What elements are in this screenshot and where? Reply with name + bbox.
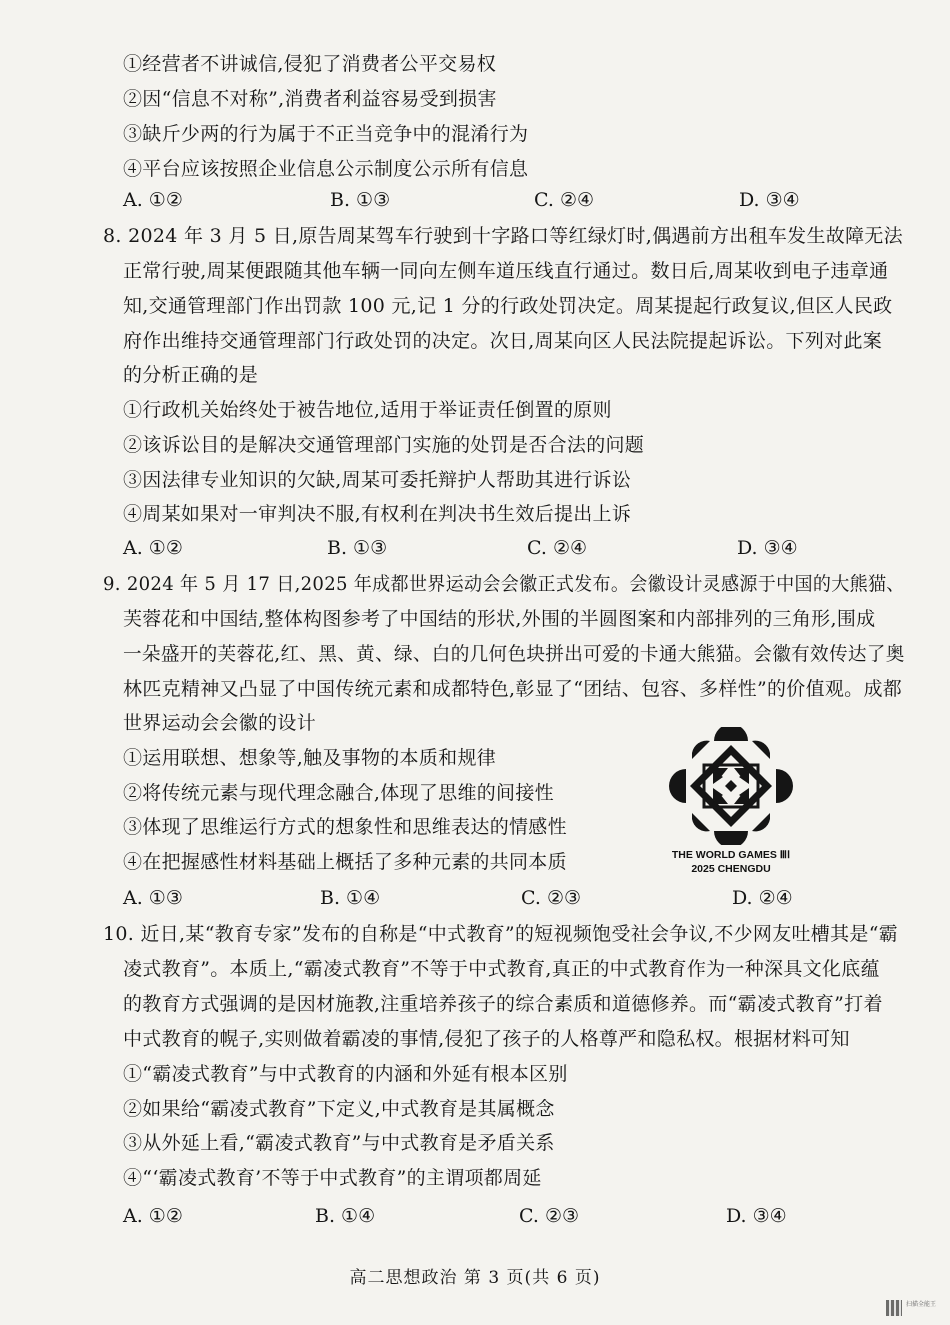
q10-option-a: A. ①② xyxy=(123,1205,183,1227)
scanner-watermark: 扫描全能王 xyxy=(906,1302,937,1308)
q10-option-b: B. ①④ xyxy=(315,1205,376,1227)
q10-option-d: D. ③④ xyxy=(726,1205,787,1227)
q9-statement-3: ③体现了思维运行方式的想象性和思维表达的情感性 xyxy=(123,816,567,838)
q8-stem-line-2: 正常行驶,周某便跟随其他车辆一同向左侧车道压线直行通过。数日后,周某收到电子违章通 xyxy=(123,260,889,282)
q8-option-a: A. ①② xyxy=(123,537,183,559)
page-footer: 高二思想政治 第 3 页(共 6 页) xyxy=(349,1268,601,1288)
q9-stem-line-3: 一朵盛开的芙蓉花,红、黑、黄、绿、白的几何色块拼出可爱的卡通大熊猫。会徽有效传达了奥 xyxy=(123,643,905,665)
qr-code-icon xyxy=(886,1300,902,1316)
q8-statement-2: ②该诉讼目的是解决交通管理部门实施的处罚是否合法的问题 xyxy=(123,434,645,456)
q7-statement-3: ③缺斤少两的行为属于不正当竞争中的混淆行为 xyxy=(123,123,529,145)
q9-stem-line-2: 芙蓉花和中国结,整体构图参考了中国结的形状,外围的半圆图案和内部排列的三角形,围成 xyxy=(123,608,876,630)
q10-statement-4: ④“‘霸凌式教育’不等于中式教育”的主谓项都周延 xyxy=(123,1167,542,1189)
emblem-graphic xyxy=(662,727,800,845)
q7-option-d: D. ③④ xyxy=(739,189,800,211)
q9-option-a: A. ①③ xyxy=(123,887,183,909)
q9-statement-4: ④在把握感性材料基础上概括了多种元素的共同本质 xyxy=(123,851,567,873)
q7-options xyxy=(0,187,950,213)
q8-option-c: C. ②④ xyxy=(527,537,588,559)
emblem-text-line-1: THE WORLD GAMES ⅢⅠ xyxy=(671,849,791,861)
q8-statement-1: ①行政机关始终处于被告地位,适用于举证责任倒置的原则 xyxy=(123,399,612,421)
q10-statement-1: ①“霸凌式教育”与中式教育的内涵和外延有根本区别 xyxy=(123,1063,568,1085)
q8-stem-line-3: 知,交通管理部门作出罚款 100 元,记 1 分的行政处罚决定。周某提起行政复议,但区人民政 xyxy=(123,295,893,317)
q10-statement-2: ②如果给“霸凌式教育”下定义,中式教育是其属概念 xyxy=(123,1098,555,1120)
q10-option-c: C. ②③ xyxy=(519,1205,580,1227)
emblem-text-line-2: 2025 CHENGDU xyxy=(691,863,771,875)
q8-stem-line-4: 府作出维持交通管理部门行政处罚的决定。次日,周某向区人民法院提起诉讼。下列对此案 xyxy=(123,330,883,352)
q9-statement-2: ②将传统元素与现代理念融合,体现了思维的间接性 xyxy=(123,782,554,804)
q9-stem-line-1: 9. 2024 年 5 月 17 日,2025 年成都世界运动会会徽正式发布。会徽设计灵感源于中国的大熊猫、 xyxy=(103,573,905,595)
q8-statement-4: ④周某如果对一审判决不服,有权利在判决书生效后提出上诉 xyxy=(123,503,632,525)
q7-option-a: A. ①② xyxy=(123,189,183,211)
q8-statement-3: ③因法律专业知识的欠缺,周某可委托辩护人帮助其进行诉讼 xyxy=(123,469,632,491)
q7-statement-4: ④平台应该按照企业信息公示制度公示所有信息 xyxy=(123,158,529,180)
q7-option-b: B. ①③ xyxy=(330,189,391,211)
q9-option-b: B. ①④ xyxy=(320,887,381,909)
q9-option-d: D. ②④ xyxy=(732,887,793,909)
q9-stem-line-5: 世界运动会会徽的设计 xyxy=(123,712,317,734)
world-games-emblem xyxy=(662,727,800,887)
q9-statement-1: ①运用联想、想象等,触及事物的本质和规律 xyxy=(123,747,497,769)
q8-stem-line-5: 的分析正确的是 xyxy=(123,364,259,386)
q10-stem-line-4: 中式教育的幌子,实则做着霸凌的事情,侵犯了孩子的人格尊严和隐私权。根据材料可知 xyxy=(123,1028,850,1050)
q9-stem-line-4: 林匹克精神又凸显了中国传统元素和成都特色,彰显了“团结、包容、多样性”的价值观。成都 xyxy=(123,678,903,700)
q8-option-d: D. ③④ xyxy=(737,537,798,559)
q10-stem-line-1: 10. 近日,某“教育专家”发布的自称是“中式教育”的短视频饱受社会争议,不少网友吐槽其是“霸 xyxy=(103,923,899,945)
q8-option-b: B. ①③ xyxy=(327,537,388,559)
q7-statement-2: ②因“信息不对称”,消费者利益容易受到损害 xyxy=(123,88,497,110)
q10-stem-line-2: 凌式教育”。本质上,“霸凌式教育”不等于中式教育,真正的中式教育作为一种深具文化底蕴 xyxy=(123,958,880,980)
q9-options xyxy=(0,885,950,911)
q9-option-c: C. ②③ xyxy=(521,887,582,909)
q8-stem-line-1: 8. 2024 年 3 月 5 日,原告周某驾车行驶到十字路口等红绿灯时,偶遇前方出租车发生故障无法 xyxy=(103,225,903,247)
q8-options xyxy=(0,535,950,561)
q7-statement-1: ①经营者不讲诚信,侵犯了消费者公平交易权 xyxy=(123,53,497,75)
q10-options xyxy=(0,1203,950,1229)
q10-statement-3: ③从外延上看,“霸凌式教育”与中式教育是矛盾关系 xyxy=(123,1132,555,1154)
q10-stem-line-3: 的教育方式强调的是因材施教,注重培养孩子的综合素质和道德修养。而“霸凌式教育”打着 xyxy=(123,993,883,1015)
q7-option-c: C. ②④ xyxy=(534,189,595,211)
